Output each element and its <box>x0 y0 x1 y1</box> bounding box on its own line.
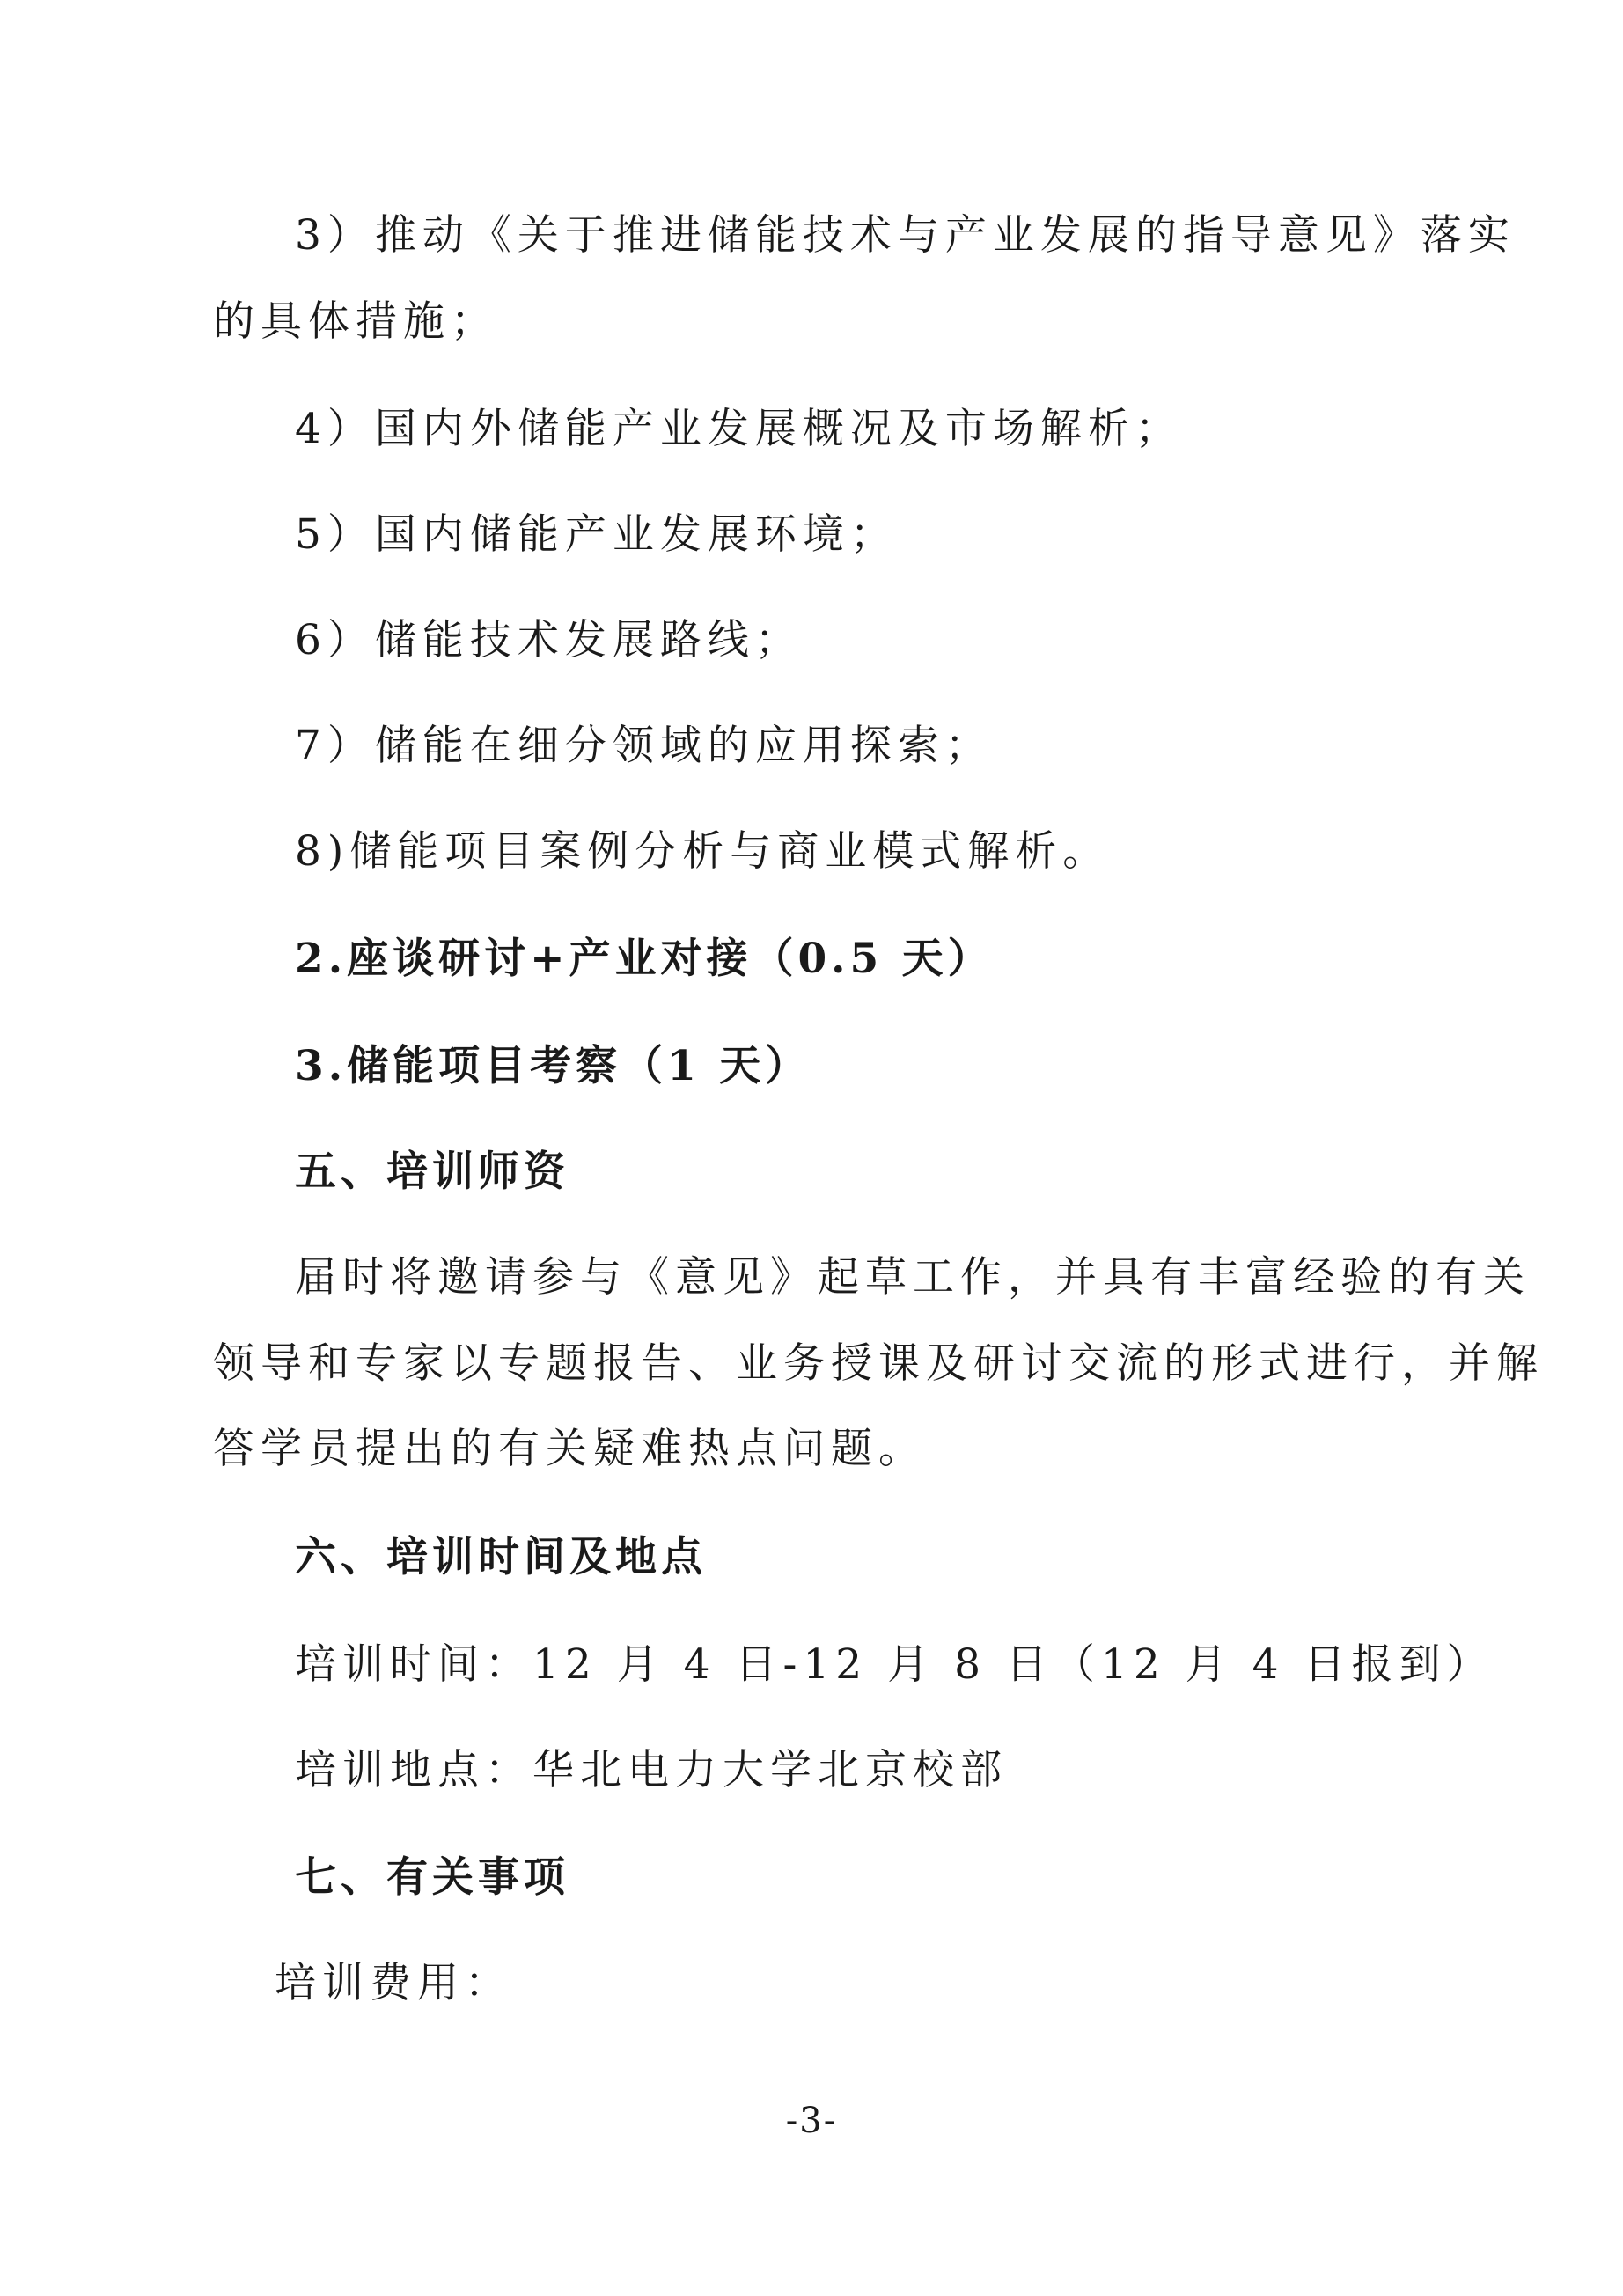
subheading-3: 3.储能项目考察（1 天） <box>295 1042 812 1090</box>
training-time: 培训时间：12 月 4 日-12 月 8 日（12 月 4 日报到） <box>295 1640 1494 1689</box>
list-item-5: 5）国内储能产业发展环境； <box>295 510 898 559</box>
list-item-3-line-1: 3）推动《关于推进储能技术与产业发展的指导意见》落实 <box>295 211 1516 260</box>
section-5-paragraph-line-1: 届时将邀请参与《意见》起草工作，并具有丰富经验的有关 <box>295 1253 1531 1302</box>
list-item-4: 4）国内外储能产业发展概况及市场解析； <box>295 405 1183 453</box>
list-item-7: 7）储能在细分领域的应用探索； <box>295 722 993 770</box>
section-5-paragraph-line-3: 答学员提出的有关疑难热点问题。 <box>213 1425 926 1473</box>
list-item-6: 6）储能技术发展路线； <box>295 616 803 664</box>
training-fee-label: 培训费用： <box>275 1959 512 2007</box>
training-place: 培训地点：华北电力大学北京校部 <box>295 1746 1008 1794</box>
section-5-paragraph-line-2: 领导和专家以专题报告、业务授课及研讨交流的形式进行，并解 <box>213 1339 1544 1388</box>
section-heading-5: 五、培训师资 <box>295 1148 569 1196</box>
list-item-8: 8)储能项目案例分析与商业模式解析。 <box>295 827 1111 876</box>
page-number: -3- <box>785 2101 838 2141</box>
section-heading-7: 七、有关事项 <box>295 1853 569 1902</box>
list-item-3-line-2: 的具体措施； <box>213 297 498 346</box>
section-heading-6: 六、培训时间及地点 <box>295 1533 707 1581</box>
subheading-2: 2.座谈研讨+产业对接（0.5 天） <box>295 935 994 983</box>
